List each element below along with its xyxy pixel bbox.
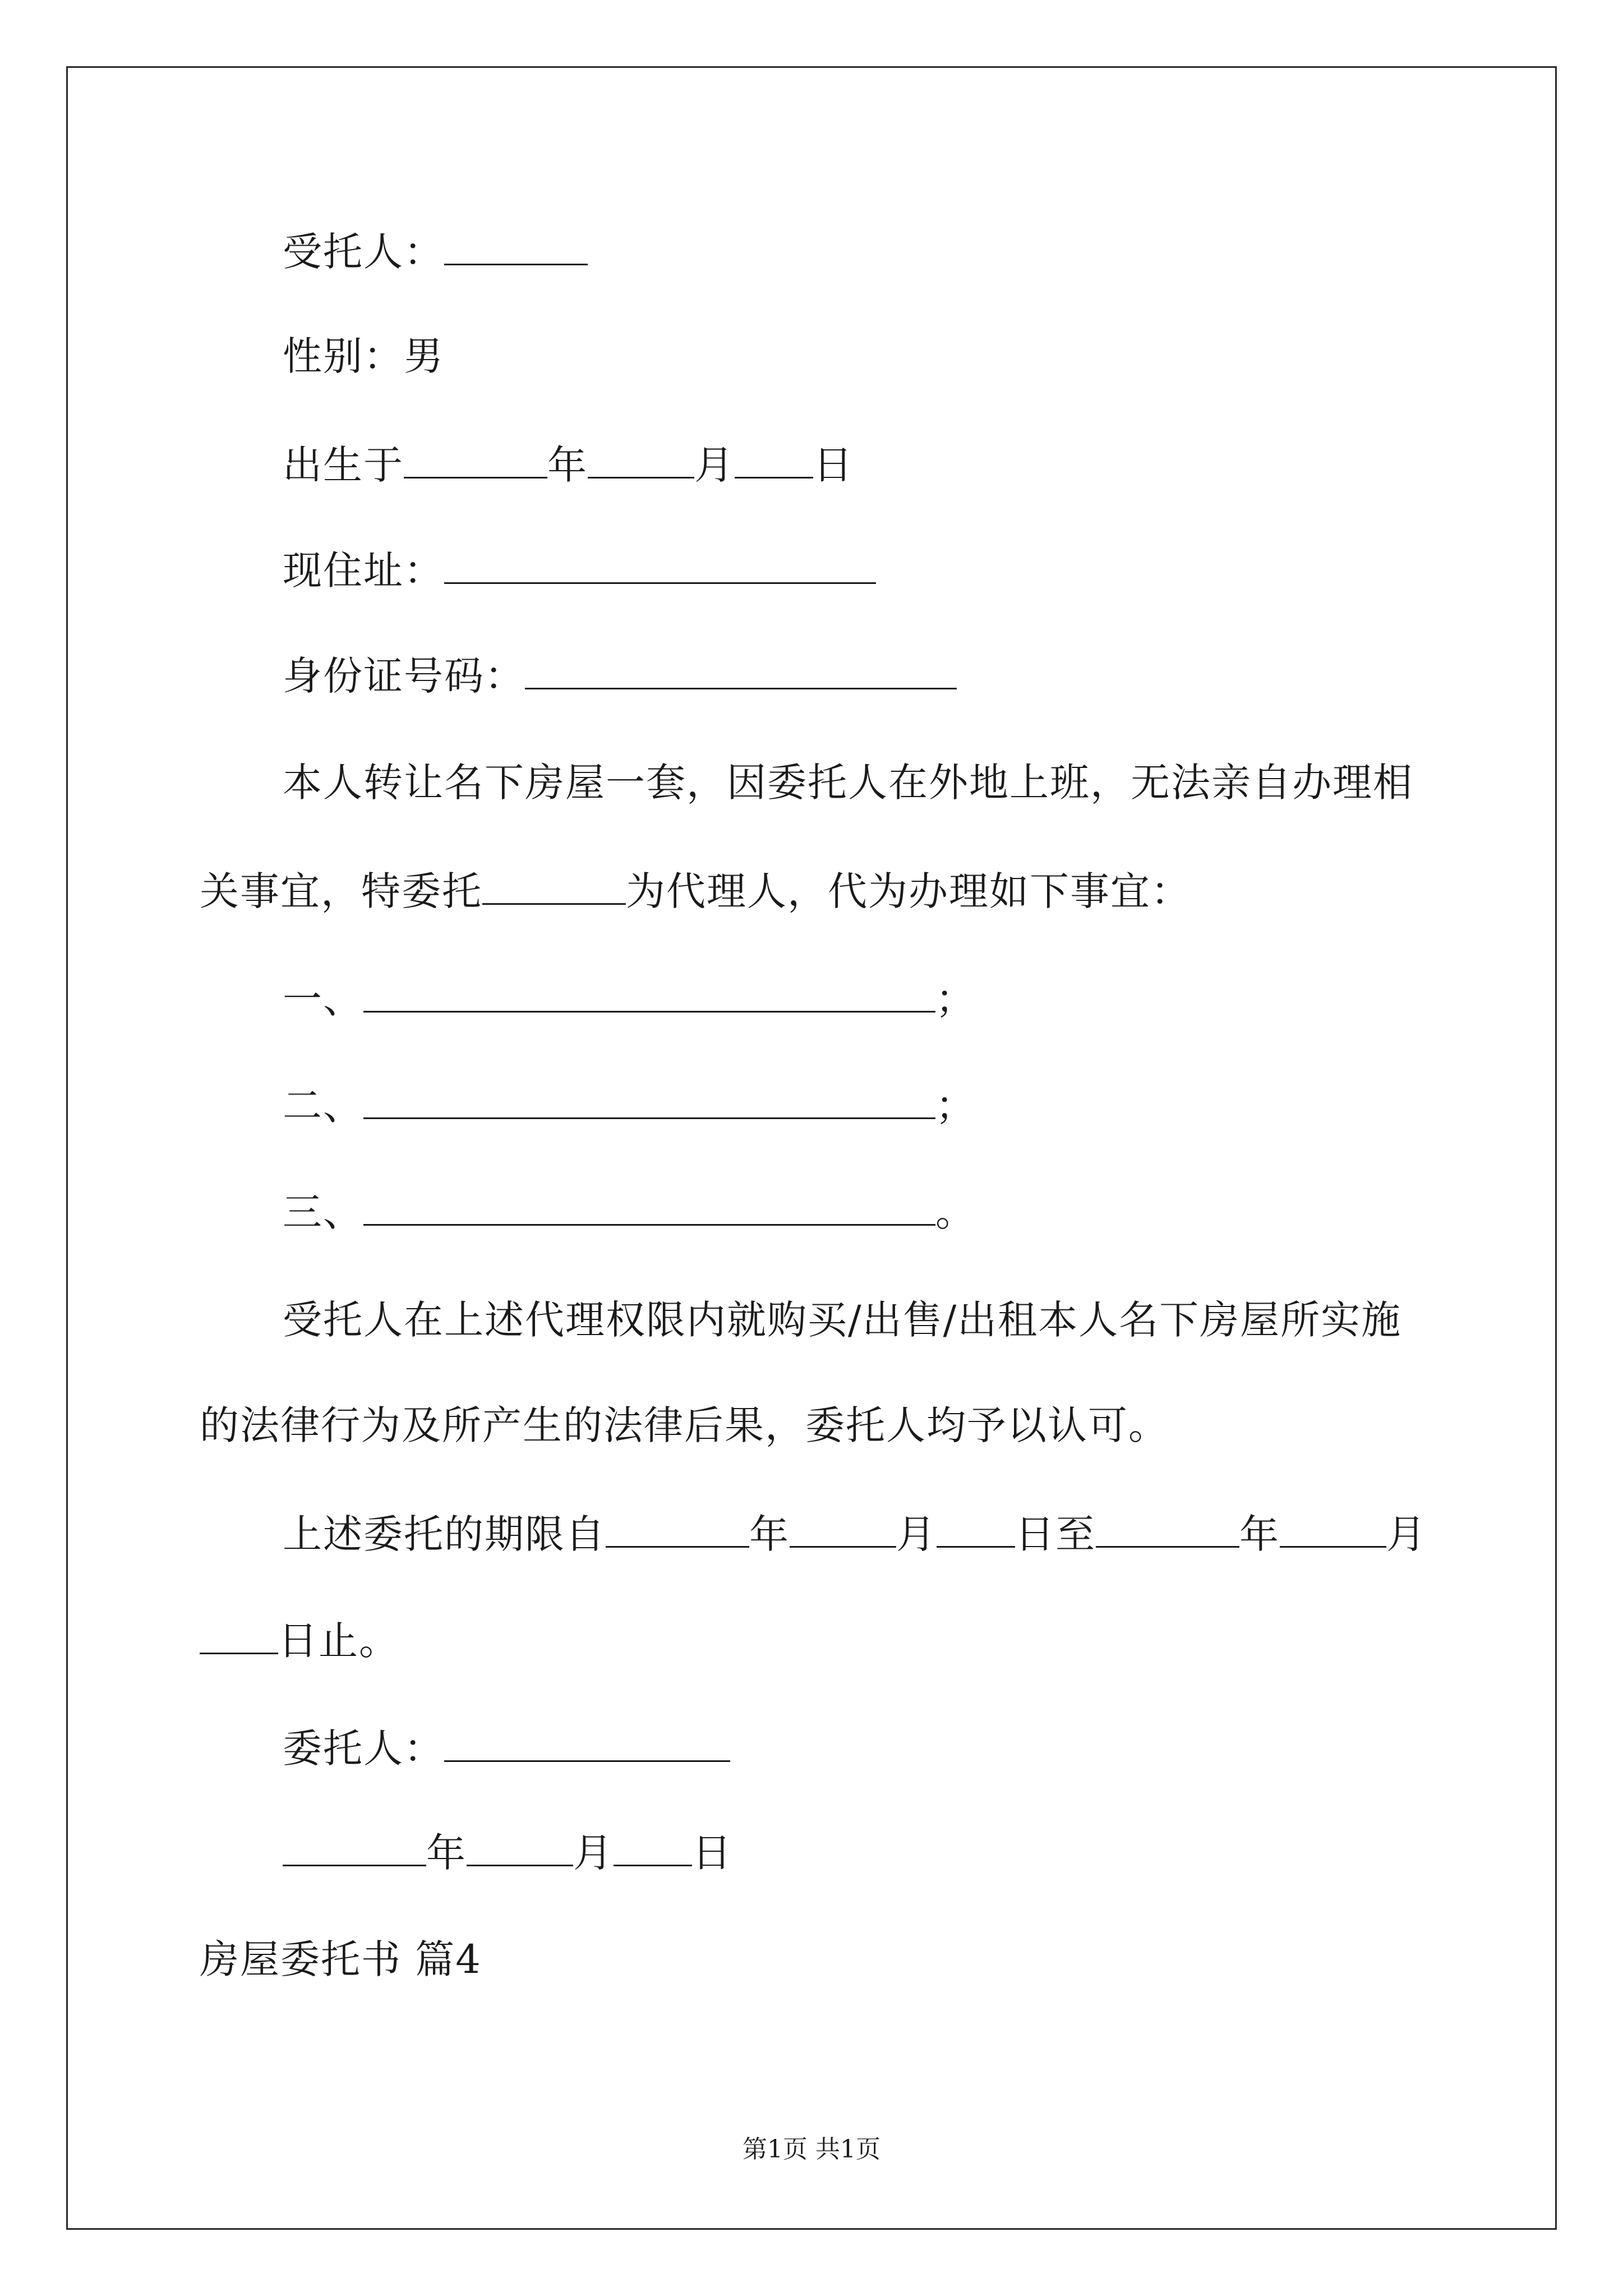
paragraph-1-line-1 — [283, 760, 1413, 806]
agent-blank[interactable] — [482, 871, 626, 905]
item-three-line — [283, 1189, 976, 1235]
term-prefix: 上述委托的期限自 — [283, 1511, 606, 1557]
signer-blank[interactable] — [444, 1728, 730, 1762]
sign-month-blank[interactable] — [467, 1832, 573, 1866]
address-line — [283, 547, 876, 593]
birth-label: 出生于 — [283, 442, 404, 488]
sign-year-label: 年 — [426, 1830, 467, 1876]
birth-day-blank[interactable] — [735, 444, 813, 478]
term-start-year-blank[interactable] — [606, 1513, 749, 1548]
item-two-label: 二、 — [283, 1083, 363, 1129]
paragraph-3-line-2 — [200, 1618, 399, 1664]
term-start-month-blank[interactable] — [790, 1513, 896, 1548]
id-number-blank[interactable] — [525, 655, 957, 689]
sign-day-blank[interactable] — [614, 1832, 692, 1866]
birth-year-blank[interactable] — [404, 444, 547, 478]
item-three-end: 。 — [935, 1189, 976, 1235]
paragraph-2-line-2 — [200, 1402, 1169, 1448]
trustee-line — [283, 229, 588, 275]
address-label: 现住址： — [283, 547, 444, 593]
term-start-day-label: 日至 — [1015, 1511, 1096, 1557]
term-start-year-label: 年 — [749, 1511, 790, 1557]
item-one-blank[interactable] — [363, 978, 935, 1013]
trustee-blank[interactable] — [444, 231, 588, 265]
page-number-text: 第1页 共1页 — [743, 2135, 880, 2164]
birth-month-label: 月 — [694, 442, 735, 488]
address-blank[interactable] — [444, 550, 876, 584]
item-three-blank[interactable] — [363, 1191, 935, 1226]
paragraph-2-text-2: 的法律行为及所产生的法律后果，委托人均予以认可。 — [200, 1402, 1169, 1448]
paragraph-1-text-2b: 为代理人，代为办理如下事宜： — [626, 868, 1191, 914]
paragraph-1-text-2a: 关事宜，特委托 — [200, 868, 482, 914]
term-end-day-label: 日止。 — [278, 1618, 399, 1664]
sign-month-label: 月 — [573, 1830, 614, 1876]
item-one-line — [283, 976, 976, 1022]
term-end-month-blank[interactable] — [1280, 1513, 1386, 1548]
item-one-label: 一、 — [283, 976, 363, 1022]
paragraph-2-line-1 — [283, 1297, 1402, 1343]
signer-line — [283, 1726, 730, 1772]
paragraph-1-line-2 — [200, 868, 1191, 914]
id-number-line — [283, 653, 957, 699]
gender-line — [283, 333, 444, 379]
sign-day-label: 日 — [692, 1830, 732, 1876]
birth-year-label: 年 — [547, 442, 588, 488]
paragraph-1-text-1: 本人转让名下房屋一套，因委托人在外地上班，无法亲自办理相 — [283, 760, 1413, 806]
item-two-line — [283, 1083, 976, 1129]
section-heading-text: 房屋委托书 篇4 — [200, 1936, 482, 1982]
term-end-month-label: 月 — [1386, 1511, 1427, 1557]
paragraph-2-text-1: 受托人在上述代理权限内就购买/出售/出租本人名下房屋所实施 — [283, 1297, 1402, 1343]
page-border — [66, 66, 1557, 2230]
term-start-day-blank[interactable] — [937, 1513, 1015, 1548]
trustee-label: 受托人： — [283, 229, 444, 275]
paragraph-3-line-1 — [283, 1511, 1427, 1557]
page-footer — [0, 2137, 1623, 2162]
birth-month-blank[interactable] — [588, 444, 694, 478]
birth-day-label: 日 — [813, 442, 854, 488]
item-two-end: ； — [935, 1083, 976, 1129]
gender-text: 性别：男 — [283, 333, 444, 379]
signer-label: 委托人： — [283, 1726, 444, 1772]
term-start-month-label: 月 — [896, 1511, 937, 1557]
sign-year-blank[interactable] — [283, 1832, 426, 1866]
sign-date-line — [283, 1830, 732, 1876]
id-number-label: 身份证号码： — [283, 653, 525, 699]
term-end-day-blank[interactable] — [200, 1620, 278, 1654]
birth-line — [283, 442, 854, 488]
item-two-blank[interactable] — [363, 1085, 935, 1119]
item-one-end: ； — [935, 976, 976, 1022]
item-three-label: 三、 — [283, 1189, 363, 1235]
term-end-year-label: 年 — [1239, 1511, 1280, 1557]
term-end-year-blank[interactable] — [1096, 1513, 1239, 1548]
section-heading — [200, 1936, 482, 1982]
